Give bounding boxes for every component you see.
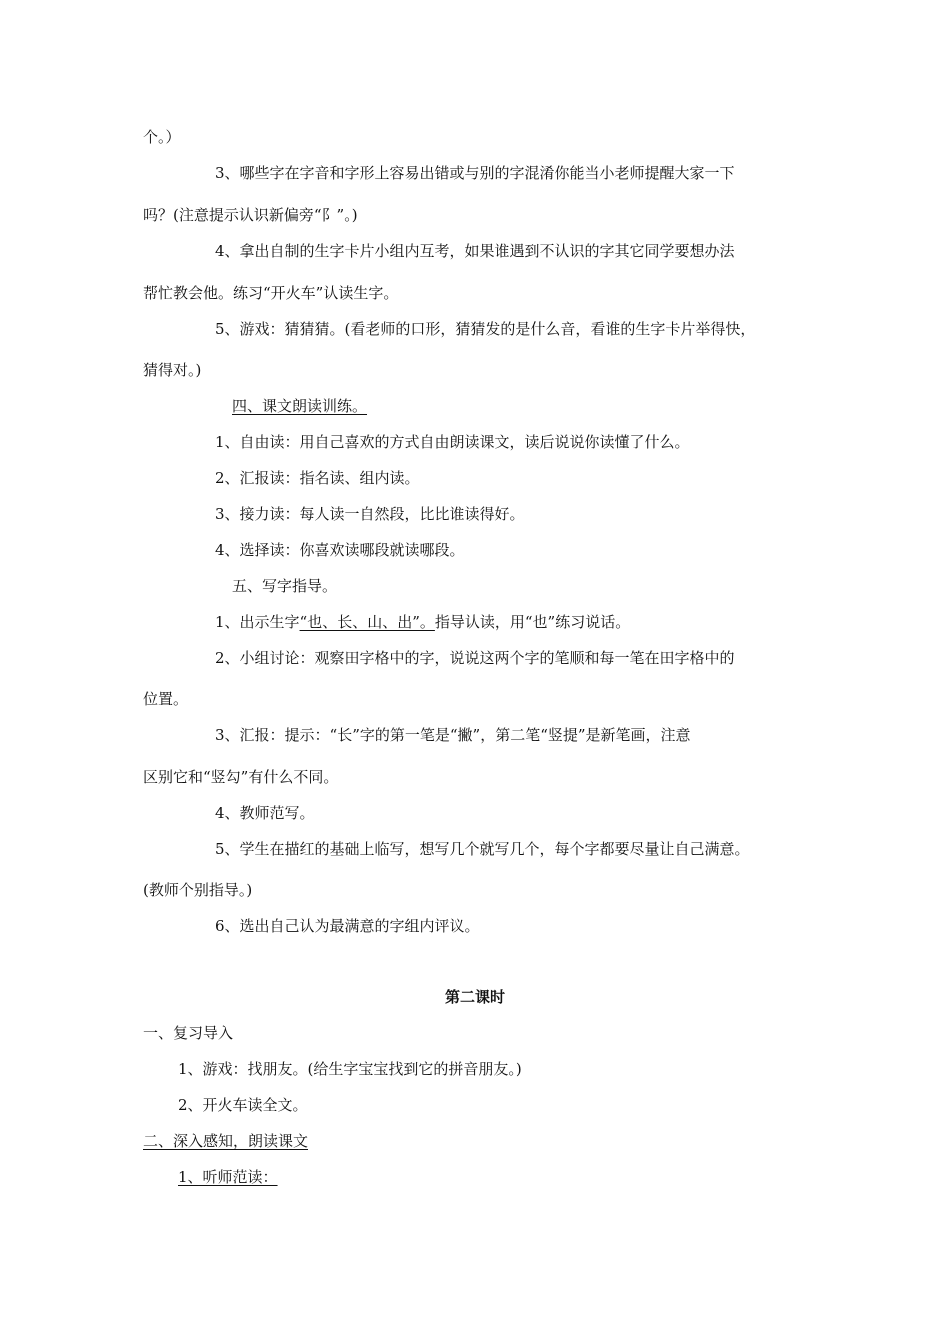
text-line: 1、听师范读： [178,1168,278,1186]
text-line: 位置。 [143,690,189,708]
text-line: 4、选择读：你喜欢读哪段就读哪段。 [215,541,465,559]
text-line: 猜得对。) [143,361,202,379]
text-line: 1、游戏：找朋友。(给生字宝宝找到它的拼音朋友。) [178,1060,522,1078]
text-line: (教师个别指导。) [143,881,253,899]
text-line: 2、小组讨论：观察田字格中的字，说说这两个字的笔顺和每一笔在田字格中的 [215,649,735,667]
text-line: 5、学生在描红的基础上临写，想写几个就写几个，每个字都要尽量让自己满意。 [215,840,750,858]
text-segment: 指导认读，用“也”练习说话。 [434,613,631,631]
underlined-characters: “也、长、山、出”。 [299,613,435,631]
text-line: 2、汇报读：指名读、组内读。 [215,469,420,487]
text-line: 1、自由读：用自己喜欢的方式自由朗读课文，读后说说你读懂了什么。 [215,433,690,451]
section-heading: 五、写字指导。 [232,577,338,595]
lesson-title: 第二课时 [444,988,505,1006]
text-line: 2、开火车读全文。 [178,1096,308,1114]
text-line: 3、哪些字在字音和字形上容易出错或与别的字混淆你能当小老师提醒大家一下 [215,164,735,182]
text-line [215,612,630,632]
section-heading: 二、深入感知，朗读课文 [143,1132,309,1150]
text-line: 3、汇报：提示：“长”字的第一笔是“撇”，第二笔“竖提”是新笔画，注意 [215,726,691,744]
text-line: 4、拿出自制的生字卡片小组内互考，如果谁遇到不认识的字其它同学要想办法 [215,242,735,260]
text-line: 6、选出自己认为最满意的字组内评议。 [215,917,480,935]
text-line: 个。） [143,128,181,146]
section-heading: 四、课文朗读训练。 [232,397,368,415]
text-line: 4、教师范写。 [215,804,315,822]
section-heading: 一、复习导入 [143,1024,234,1042]
text-line: 3、接力读：每人读一自然段，比比谁读得好。 [215,505,525,523]
text-segment: 1、出示生字 [215,613,300,631]
text-line: 吗？(注意提示认识新偏旁“阝”。) [143,206,358,224]
text-line: 帮忙教会他。练习“开火车”认读生字。 [143,284,399,302]
text-line: 5、游戏：猜猜猜。(看老师的口形，猜猜发的是什么音，看谁的生字卡片举得快， [215,320,756,338]
text-line: 区别它和“竖勾”有什么不同。 [143,768,339,786]
